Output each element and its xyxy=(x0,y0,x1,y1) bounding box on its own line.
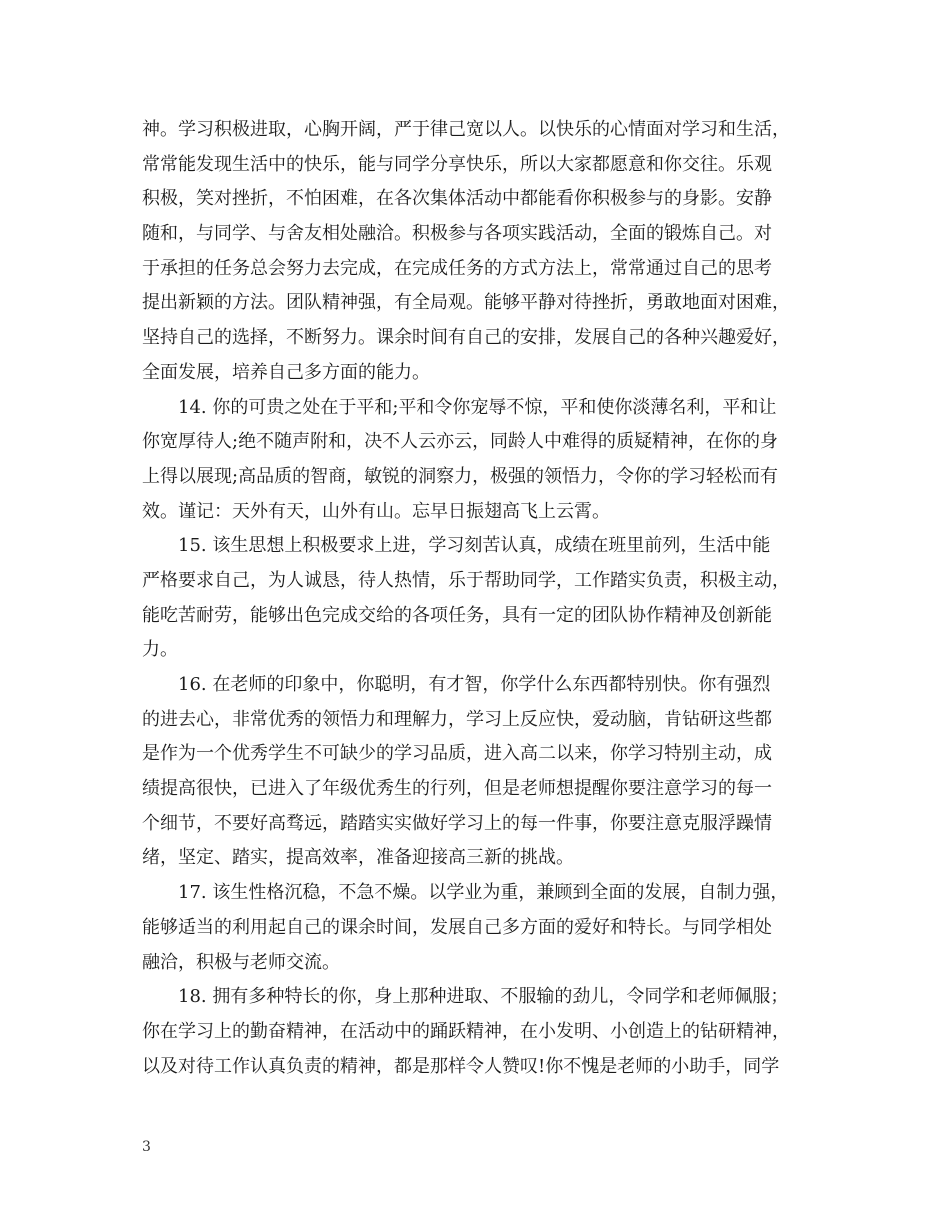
text-line: 你在学习上的勤奋精神，在活动中的踊跃精神，在小发明、小创造上的钻研精神， xyxy=(142,1020,790,1042)
text-line: 力。 xyxy=(142,639,178,661)
text-line: 神。学习积极进取，心胸开阔，严于律己宽以人。以快乐的心情面对学习和生活， xyxy=(142,119,790,140)
text-line: 绪，坚定、踏实，提高效率，准备迎接高三新的挑战。 xyxy=(142,847,574,869)
text-line: 你宽厚待人;绝不随声附和，决不人云亦云，同龄人中难得的质疑精神，在你的身 xyxy=(142,431,779,453)
text-line: 17. 该生性格沉稳，不急不燥。以学业为重，兼顾到全面的发展，自制力强， xyxy=(178,882,789,904)
text-line: 16. 在老师的印象中，你聪明，有才智，你学什么东西都特别快。你有强烈 xyxy=(178,674,771,695)
text-line: 以及对待工作认真负责的精神，都是那样令人赞叹!你不愧是老师的小助手，同学 xyxy=(142,1055,780,1077)
text-line: 严格要求自己，为人诚恳，待人热情，乐于帮助同学，工作踏实负责，积极主动， xyxy=(142,569,790,591)
text-line: 效。谨记：天外有天，山外有山。忘早日振翅高飞上云霄。 xyxy=(142,500,610,522)
text-line: 上得以展现;高品质的智商，敏锐的洞察力，极强的领悟力，令你的学习轻松而有 xyxy=(142,465,779,487)
text-line: 积极，笑对挫折，不怕困难，在各次集体活动中都能看你积极参与的身影。安静 xyxy=(142,188,772,210)
text-line: 坚持自己的选择，不断努力。课余时间有自己的安排，发展自己的各种兴趣爱好， xyxy=(142,327,790,349)
page-number: 3 xyxy=(142,1139,151,1155)
text-line: 18. 拥有多种特长的你，身上那种进取、不服输的劲儿，令同学和老师佩服； xyxy=(178,986,789,1008)
text-line: 能吃苦耐劳，能够出色完成交给的各项任务，具有一定的团队协作精神及创新能 xyxy=(142,604,772,626)
paragraph-item-15 xyxy=(142,529,810,668)
paragraph-item-17 xyxy=(142,876,810,980)
text-line: 绩提高很快，已进入了年级优秀生的行列，但是老师想提醒你要注意学习的每一 xyxy=(142,778,772,800)
paragraph-item-16 xyxy=(142,668,810,876)
text-line: 提出新颖的方法。团队精神强，有全局观。能够平静对待挫折，勇敢地面对困难， xyxy=(142,292,790,314)
text-line: 融洽，积极与老师交流。 xyxy=(142,951,340,973)
text-line: 于承担的任务总会努力去完成，在完成任务的方式方法上，常常通过自己的思考 xyxy=(142,257,772,279)
document-body xyxy=(142,113,810,1084)
text-line: 全面发展，培养自己多方面的能力。 xyxy=(142,361,430,383)
text-line: 14. 你的可贵之处在于平和;平和令你宠辱不惊，平和使你淡薄名利，平和让 xyxy=(178,396,777,418)
paragraph-item-14 xyxy=(142,391,810,530)
text-line: 常常能发现生活中的快乐，能与同学分享快乐，所以大家都愿意和你交往。乐观 xyxy=(142,153,772,175)
text-line: 随和，与同学、与舍友相处融洽。积极参与各项实践活动，全面的锻炼自己。对 xyxy=(142,223,772,245)
text-line: 的进去心，非常优秀的领悟力和理解力，学习上反应快，爱动脑，肯钻研这些都 xyxy=(142,708,772,730)
text-line: 15. 该生思想上积极要求上进，学习刻苦认真，成绩在班里前列，生活中能 xyxy=(178,535,771,557)
text-line: 是作为一个优秀学生不可缺少的学习品质，进入高二以来，你学习特别主动，成 xyxy=(142,743,772,765)
text-line: 个细节，不要好高骛远，踏踏实实做好学习上的每一件事，你要注意克服浮躁情 xyxy=(142,812,772,834)
paragraph-continuation xyxy=(142,113,810,391)
paragraph-item-18 xyxy=(142,980,810,1084)
text-line: 能够适当的利用起自己的课余时间，发展自己多方面的爱好和特长。与同学相处 xyxy=(142,916,772,938)
